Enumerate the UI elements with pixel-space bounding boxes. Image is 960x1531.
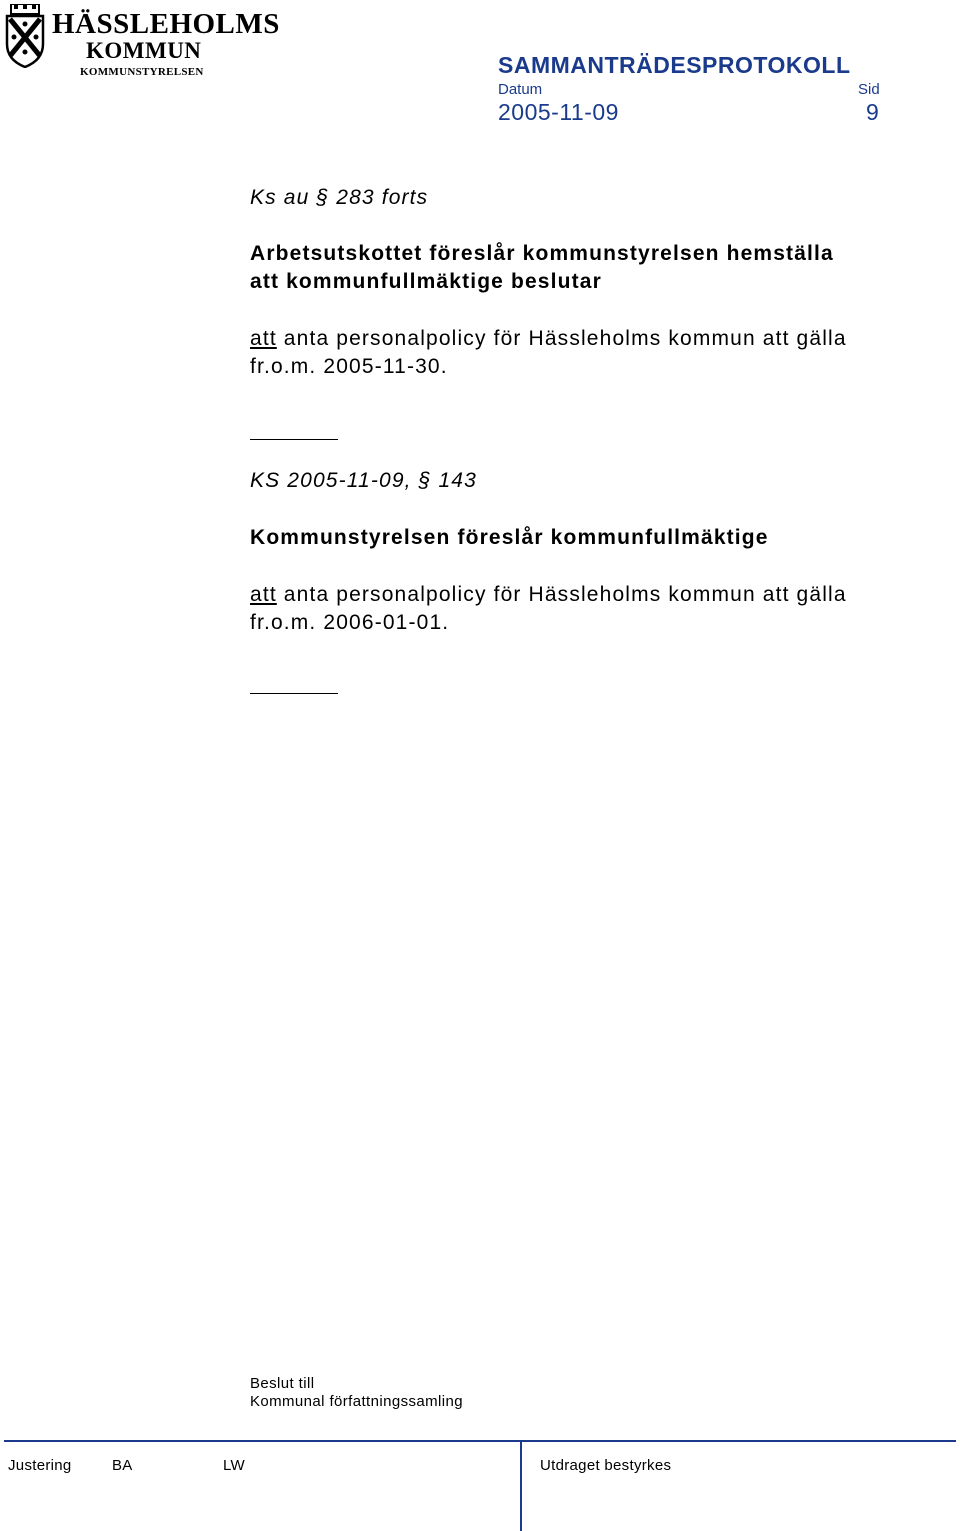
logo-text-line1: HÄSSLEHOLMS xyxy=(52,8,280,40)
section1-decision-line1 xyxy=(250,325,847,353)
separator-line xyxy=(250,439,338,440)
section2-decision-text: anta personalpolicy för Hässleholms kommun att gälla xyxy=(276,583,847,606)
document-type-title: SAMMANTRÄDESPROTOKOLL xyxy=(498,52,851,78)
justering-initials-2: LW xyxy=(223,1457,245,1474)
page-label: Sid xyxy=(858,81,880,98)
section1-heading-line1: Arbetsutskottet föreslår kommunstyrelsen hemställa xyxy=(250,242,834,265)
section1-decision-line2: fr.o.m. 2005-11-30. xyxy=(250,355,448,378)
section1-reference: Ks au § 283 forts xyxy=(250,186,429,209)
att-keyword: att xyxy=(250,327,277,350)
footer-divider xyxy=(520,1440,522,1531)
justering-initials-1: BA xyxy=(112,1457,133,1474)
att-keyword: att xyxy=(250,583,277,606)
section2-decision-line2: fr.o.m. 2006-01-01. xyxy=(250,611,450,634)
separator-line xyxy=(250,693,338,694)
logo-text-line2: KOMMUN xyxy=(86,38,202,63)
section2-decision-line1 xyxy=(250,581,847,609)
footer-rule xyxy=(4,1440,956,1442)
section1-heading-line2: att kommunfullmäktige beslutar xyxy=(250,270,602,293)
utdraget-bestyrkes-label: Utdraget bestyrkes xyxy=(540,1457,672,1474)
page-number: 9 xyxy=(866,99,879,125)
distribution-line2: Kommunal författningssamling xyxy=(250,1393,463,1410)
coat-of-arms-icon xyxy=(4,4,46,68)
section1-decision-text: anta personalpolicy för Hässleholms kommun att gälla xyxy=(276,327,847,350)
date-label: Datum xyxy=(498,81,543,98)
section2-reference: KS 2005-11-09, § 143 xyxy=(250,469,477,492)
logo-text-line3: KOMMUNSTYRELSEN xyxy=(80,66,204,78)
section2-heading: Kommunstyrelsen föreslår kommunfullmäktige xyxy=(250,526,769,549)
municipality-logo xyxy=(4,4,280,78)
distribution-line1: Beslut till xyxy=(250,1375,315,1392)
justering-label: Justering xyxy=(8,1457,72,1474)
meeting-date: 2005-11-09 xyxy=(498,99,619,125)
